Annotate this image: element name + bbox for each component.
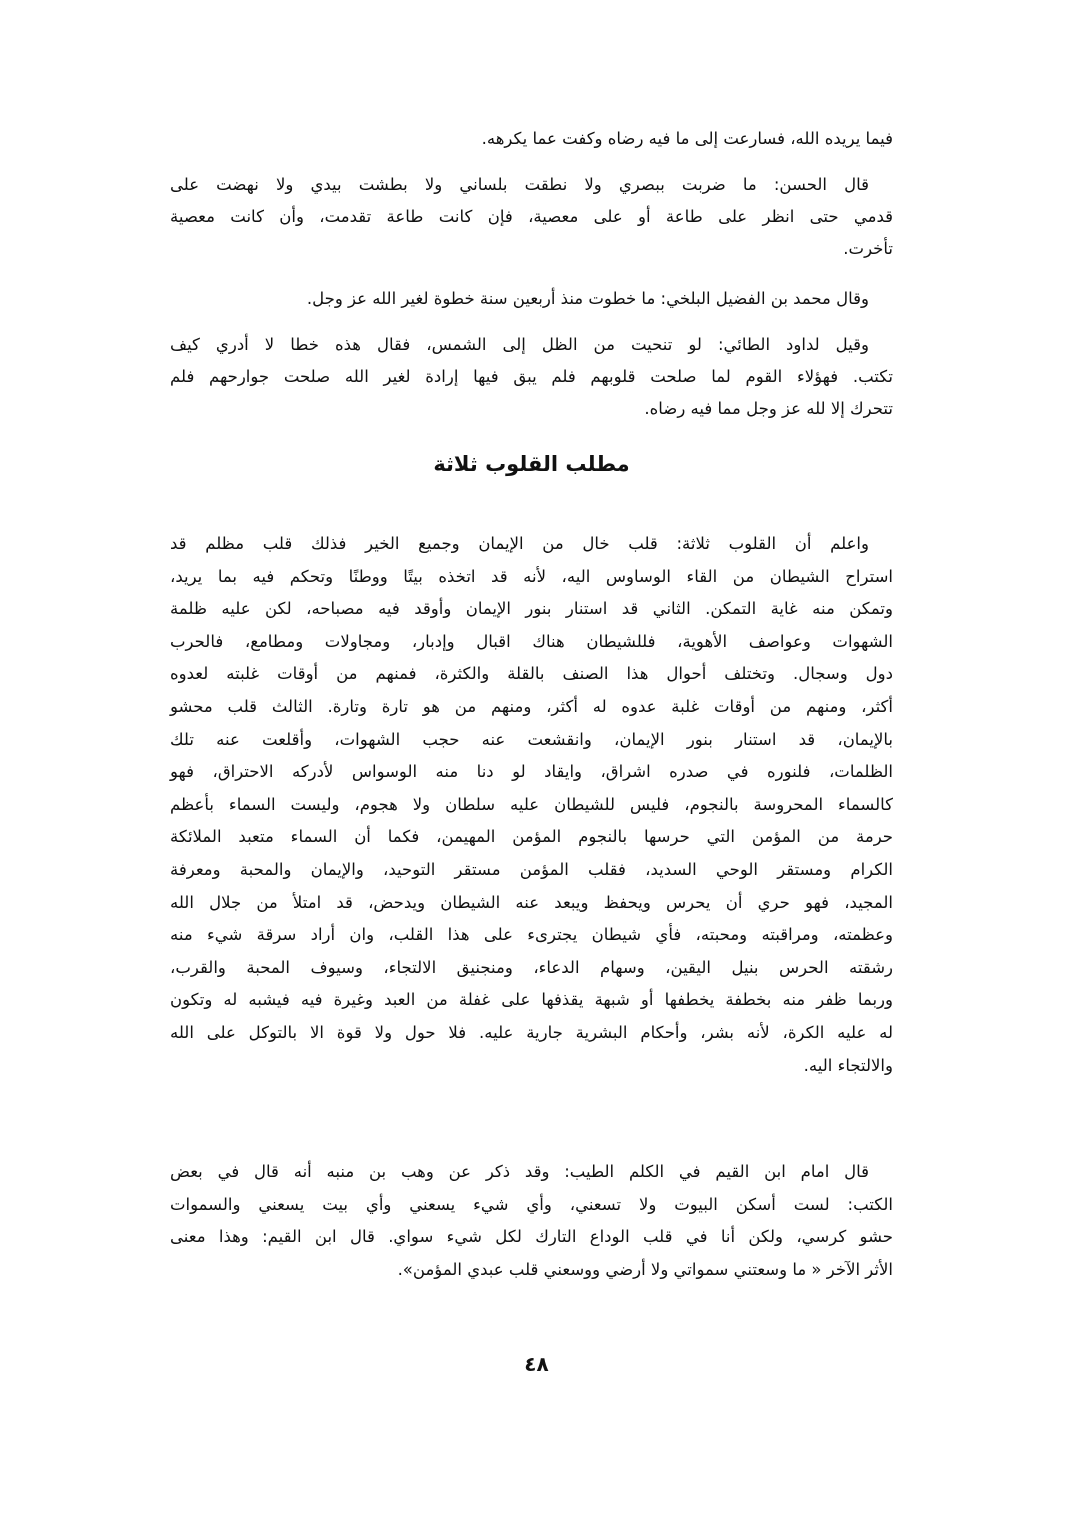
text-line: الكرام ومستقر الوحي السديد، فقلب المؤمن مستقر التوحيد، والإيمان والمحبة ومعرفة bbox=[170, 860, 893, 879]
text-line: تكتب. فهؤلاء القوم لما صلحت قلوبهم فلم يبق فيها إرادة لغير الله صلحت جوارحهم فلم bbox=[170, 367, 893, 386]
text-line: أكثر، ومنهم من أوقات غلبة عدوه له أكثر، ومنهم من هو تارة وتارة. الثالث قلب محشو bbox=[170, 697, 893, 716]
text-line: دول وسجال. وتختلف أحوال هذا الصنف بالقلة والكثرة، فمنهم من أوقات غلبته لعدوه bbox=[170, 664, 893, 684]
text-line: كالسماء المحروسة بالنجوم، فليس للشيطان عليه سلطان ولا هجوم، وليست السماء بأعظم bbox=[170, 794, 893, 814]
text-line: قال الحسن: ما ضربت ببصري ولا نطقت بلساني ولا بطشت بيدي ولا نهضت على bbox=[170, 175, 869, 194]
section-heading: مطلب القلوب ثلاثة bbox=[433, 452, 630, 476]
text-line: بالإيمان، قد استنار بنور الإيمان، وانقشعت عنه حجب الشهوات، وأقلعت عنه تلك bbox=[170, 729, 893, 749]
text-line: وقال محمد بن الفضيل البلخي: ما خطوت منذ أربعين سنة خطوة لغير الله عز وجل. bbox=[306, 289, 869, 308]
text-line: وتمكن منه غاية التمكن. الثاني قد استنار بنور الإيمان وأوقد فيه مصباحه، لكن عليه ظلمة bbox=[170, 599, 893, 619]
page-number: ٤٨ bbox=[524, 1352, 549, 1376]
text-line: واعلم أن القلوب ثلاثة: قلب خال من الإيمان وجميع الخير فذلك قلب مظلم قد bbox=[170, 534, 869, 553]
text-line: فيما يريده الله، فسارعت إلى ما فيه رضاه وكفت عما يكرهه. bbox=[481, 129, 893, 148]
text-line: وربما ظفر منه بخطفة يخطفها أو شبهة يقذفها على غفلة من العبد وغيرة فيه فيشبه له وتكون bbox=[170, 990, 893, 1010]
text-line: تتحرك إلا لله عز وجل مما فيه رضاه. bbox=[644, 399, 893, 418]
text-line: وقيل لداود الطائي: لو تنحيت من الظل إلى الشمس، فقال هذه خطا لا أدري كيف bbox=[170, 335, 869, 354]
text-line: حشو كرسي، ولكن أنا في قلب الوداع التارك لكل شيء سواي. قال ابن القيم: وهذا معنى bbox=[170, 1227, 893, 1247]
text-line: استراح الشيطان من القاء الوساوس اليه، لأنه قد اتخذه بيتًا ووطنًا وتحكم فيه بما يريد، bbox=[170, 566, 893, 586]
text-line: قدمي حتى انظر على طاعة أو على معصية، فإن كانت طاعة تقدمت، وأن كانت معصية bbox=[170, 207, 893, 226]
text-line: الظلمات، فلنوره في صدره اشراق، وايقاد لو دنا منه الوسواس لأدركه الاحتراق، فهو bbox=[170, 762, 893, 782]
text-line: تأخرت. bbox=[843, 239, 893, 258]
text-line: وعظمته، ومراقبته ومحبته، فأي شيطان يجترىء على هذا القلب، وان أراد سرقة شيء منه bbox=[170, 925, 893, 945]
text-line: المجيد، فهو حري أن يحرس ويحفظ ويبعد عنه الشيطان ويدحض، قد امتلأ من جلال الله bbox=[170, 892, 893, 912]
text-line: الأثر الآخر « ما وسعتني سمواتي ولا أرضي ووسعني قلب عبدي المؤمن». bbox=[397, 1259, 893, 1279]
text-line: حرمة من المؤمن التي حرسها بالنجوم المؤمن المهيمن، فكما أن السماء متعبد الملائكة bbox=[170, 827, 893, 847]
text-line: والالتجاء اليه. bbox=[803, 1055, 893, 1075]
text-line: الشهوات وعواصف الأهوية، فللشيطان هناك اقبال وإدبار، ومجاولات ومطامع، فالحرب bbox=[170, 631, 893, 651]
text-line: قال امام ابن القيم في الكلم الطيب: وقد ذكر عن وهب بن منبه أنه قال في بعض bbox=[170, 1162, 869, 1181]
text-line: الكتب: لست أسكن البيوت ولا تسعني، وأي شيء يسعني وأي بيت يسعني والسموات bbox=[170, 1194, 893, 1214]
text-line: رشقته الحرس بنيل اليقين، وسهام الدعاء، ومنجنيق الالتجاء، وسيوف المحبة والقرب، bbox=[170, 957, 893, 977]
text-line: له عليه الكرة، لأنه بشر، وأحكام البشرية جارية عليه. فلا حول ولا قوة الا بالتوكل على الله bbox=[170, 1023, 893, 1042]
